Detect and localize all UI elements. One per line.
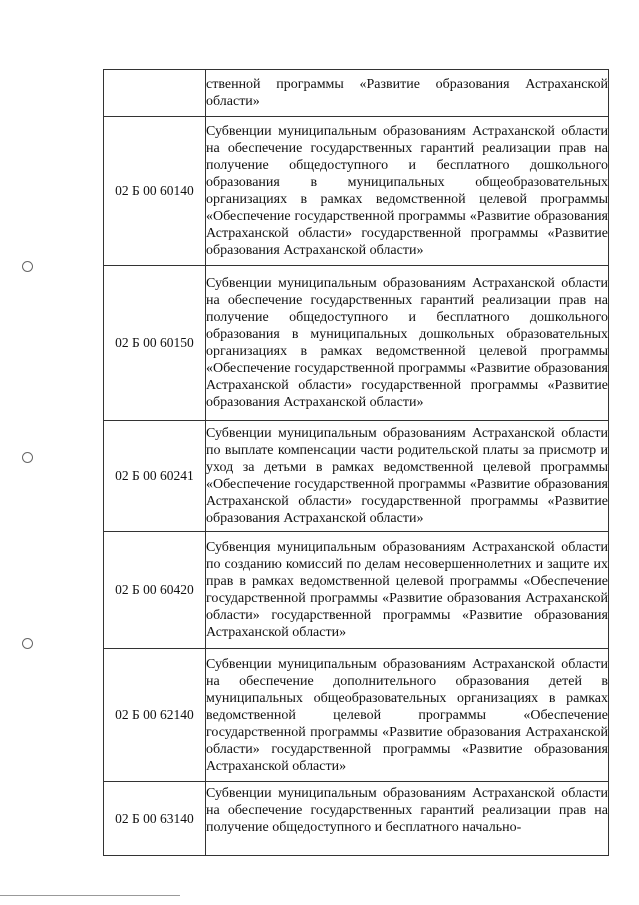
description-cell: Субвенции муниципальным образованиям Астраханской области на обеспечение государственных гарантий реализации прав на получение общедоступного и бесплатного начально- — [206, 782, 609, 856]
description-cell: Субвенции муниципальным образованиям Астраханской области на обеспечение дополнительного образования детей в муниципальных общеобразовательных организациях в рамках ведомственной целевой программы «Обеспечение государственной программы «Развитие образования Астраханской области» государственной программы «Развитие образования Астраханской области» — [206, 649, 609, 782]
table-row — [104, 532, 609, 649]
binder-hole-mark — [22, 638, 33, 649]
budget-code-table — [103, 69, 609, 856]
code-cell: 02 Б 00 60420 — [104, 532, 206, 649]
code-cell: 02 Б 00 63140 — [104, 782, 206, 856]
table-row — [104, 421, 609, 532]
code-cell: 02 Б 00 60241 — [104, 421, 206, 532]
table-row — [104, 782, 609, 856]
footer-rule — [0, 895, 180, 896]
code-cell — [104, 70, 206, 117]
code-cell: 02 Б 00 62140 — [104, 649, 206, 782]
binder-hole-mark — [22, 452, 33, 463]
table-row — [104, 649, 609, 782]
table-row — [104, 266, 609, 421]
code-cell: 02 Б 00 60150 — [104, 266, 206, 421]
binder-hole-mark — [22, 261, 33, 272]
description-cell: Субвенции муниципальным образованиям Астраханской области на обеспечение государственных гарантий реализации прав на получение общедоступного и бесплатного дошкольного образования в муниципальных дошкольных образовательных организациях в рамках ведомственной целевой программы «Обеспечение государственной программы «Развитие образования Астраханской области» государственной программы «Развитие образования Астраханской области» — [206, 266, 609, 421]
description-cell: Субвенции муниципальным образованиям Астраханской области по выплате компенсации части родительской платы за присмотр и уход за детьми в рамках ведомственной целевой программы «Обеспечение государственной программы «Развитие образования Астраханской области» государственной программы «Развитие образования Астраханской области» — [206, 421, 609, 532]
table-row — [104, 117, 609, 266]
table-row — [104, 70, 609, 117]
description-cell: Субвенция муниципальным образованиям Астраханской области по созданию комиссий по делам несовершеннолетних и защите их прав в рамках ведомственной целевой программы «Обеспечение государственной программы «Развитие образования Астраханской области» государственной программы «Развитие образования Астраханской области» — [206, 532, 609, 649]
description-cell: ственной программы «Развитие образования Астраханской области» — [206, 70, 609, 117]
code-cell: 02 Б 00 60140 — [104, 117, 206, 266]
description-cell: Субвенции муниципальным образованиям Астраханской области на обеспечение государственных гарантий реализации прав на получение общедоступного и бесплатного дошкольного образования в муниципальных общеобразовательных организациях в рамках ведомственной целевой программы «Обеспечение государственной программы «Развитие образования Астраханской области» государственной программы «Развитие образования Астраханской области» — [206, 117, 609, 266]
